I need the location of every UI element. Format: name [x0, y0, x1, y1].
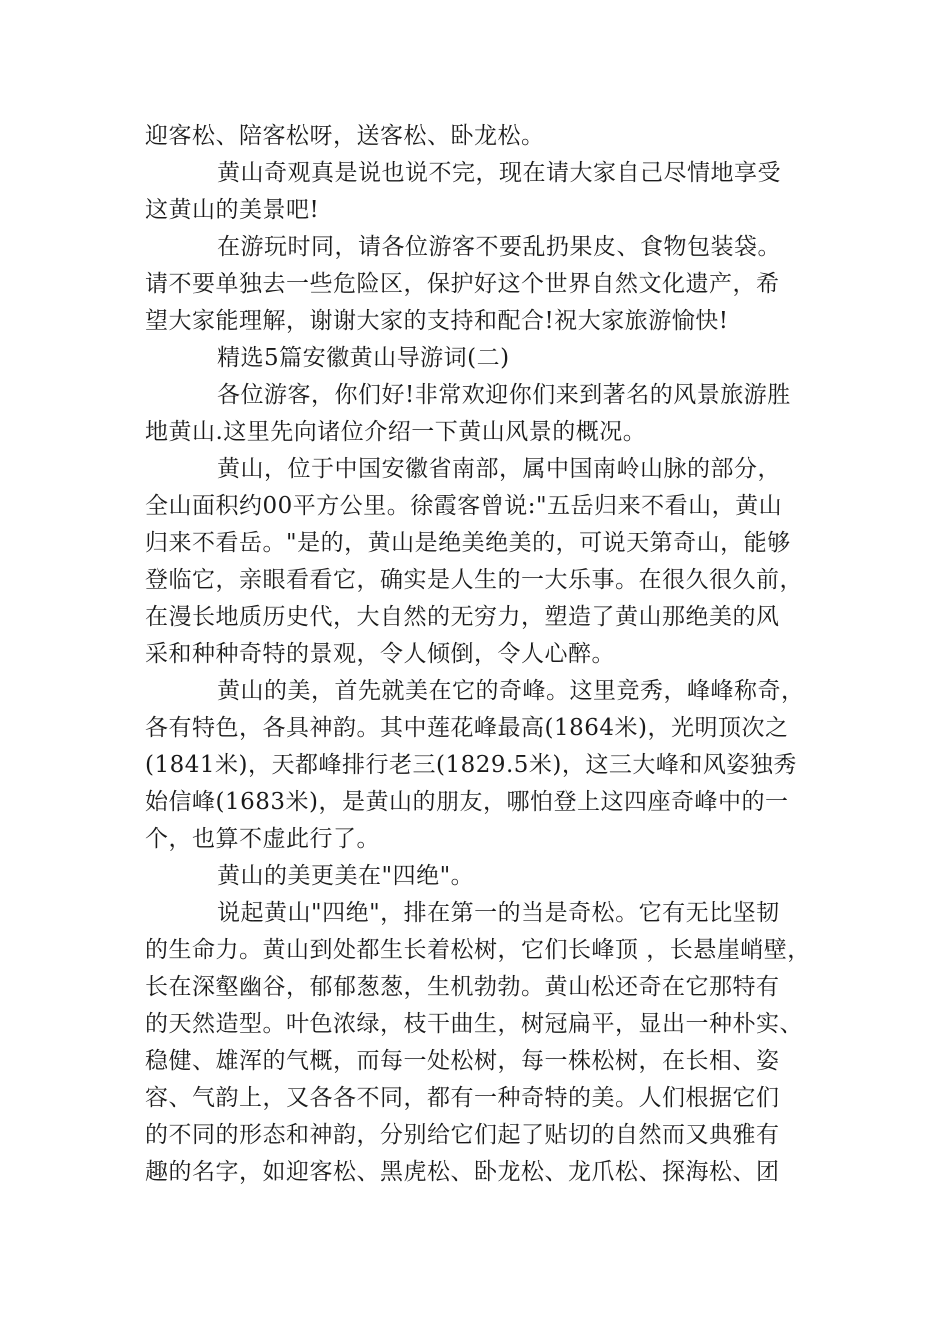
text-line: 始信峰(1683米)，是黄山的朋友，哪怕登上这四座奇峰中的一: [145, 789, 789, 815]
text-line: 趣的名字，如迎客松、黑虎松、卧龙松、龙爪松、探海松、团: [145, 1159, 780, 1185]
text-line: 全山面积约00平方公里。徐霞客曾说:"五岳归来不看山，黄山: [145, 493, 783, 519]
text-line: 黄山的美，首先就美在它的奇峰。这里竞秀，峰峰称奇，: [217, 678, 805, 704]
text-line: 请不要单独去一些危险区，保护好这个世界自然文化遗产，希: [145, 271, 780, 297]
text-line: 望大家能理解，谢谢大家的支持和配合!祝大家旅游愉快!: [145, 308, 729, 334]
text-line: 的不同的形态和神韵，分别给它们起了贴切的自然而又典雅有: [145, 1122, 780, 1148]
text-line: 在漫长地质历史代，大自然的无穷力，塑造了黄山那绝美的风: [145, 604, 780, 630]
text-line: 在游玩时同，请各位游客不要乱扔果皮、食物包装袋。: [217, 234, 781, 260]
section-heading: 精选5篇安徽黄山导游词(二): [217, 345, 510, 371]
text-line: 稳健、雄浑的气概，而每一处松树，每一株松树，在长相、姿: [145, 1048, 780, 1074]
text-line: 各有特色，各具神韵。其中莲花峰最高(1864米)，光明顶次之: [145, 715, 789, 741]
text-line: 黄山奇观真是说也说不完，现在请大家自己尽情地享受: [217, 160, 781, 186]
text-line: 迎客松、陪客松呀，送客松、卧龙松。: [145, 123, 545, 149]
text-line: 采和种种奇特的景观，令人倾倒，令人心醉。: [145, 641, 615, 667]
text-line: 地黄山.这里先向诸位介绍一下黄山风景的概况。: [145, 419, 647, 445]
body-text: [145, 118, 817, 1191]
text-line: 登临它，亲眼看看它，确实是人生的一大乐事。在很久很久前，: [145, 567, 803, 593]
text-line: 容、气韵上，又各各不同，都有一种奇特的美。人们根据它们: [145, 1085, 780, 1111]
text-line: 长在深壑幽谷，郁郁葱葱，生机勃勃。黄山松还奇在它那特有: [145, 974, 780, 1000]
text-line: 各位游客，你们好!非常欢迎你们来到著名的风景旅游胜: [217, 382, 791, 408]
text-line: 归来不看岳。"是的，黄山是绝美绝美的，可说天第奇山，能够: [145, 530, 791, 556]
text-line: 这黄山的美景吧!: [145, 197, 320, 223]
text-line: 的生命力。黄山到处都生长着松树，它们长峰顶 ，长悬崖峭壁，: [145, 937, 811, 963]
text-line: 黄山的美更美在"四绝"。: [217, 863, 475, 889]
text-line: 的天然造型。叶色浓绿，枝干曲生，树冠扁平，显出一种朴实、: [145, 1011, 803, 1037]
text-line: 个，也算不虚此行了。: [145, 826, 380, 852]
text-line: 说起黄山"四绝"，排在第一的当是奇松。它有无比坚韧: [217, 900, 780, 926]
text-line: (1841米)，天都峰排行老三(1829.5米)，这三大峰和风姿独秀: [145, 752, 797, 778]
text-line: 黄山，位于中国安徽省南部，属中国南岭山脉的部分，: [217, 456, 781, 482]
